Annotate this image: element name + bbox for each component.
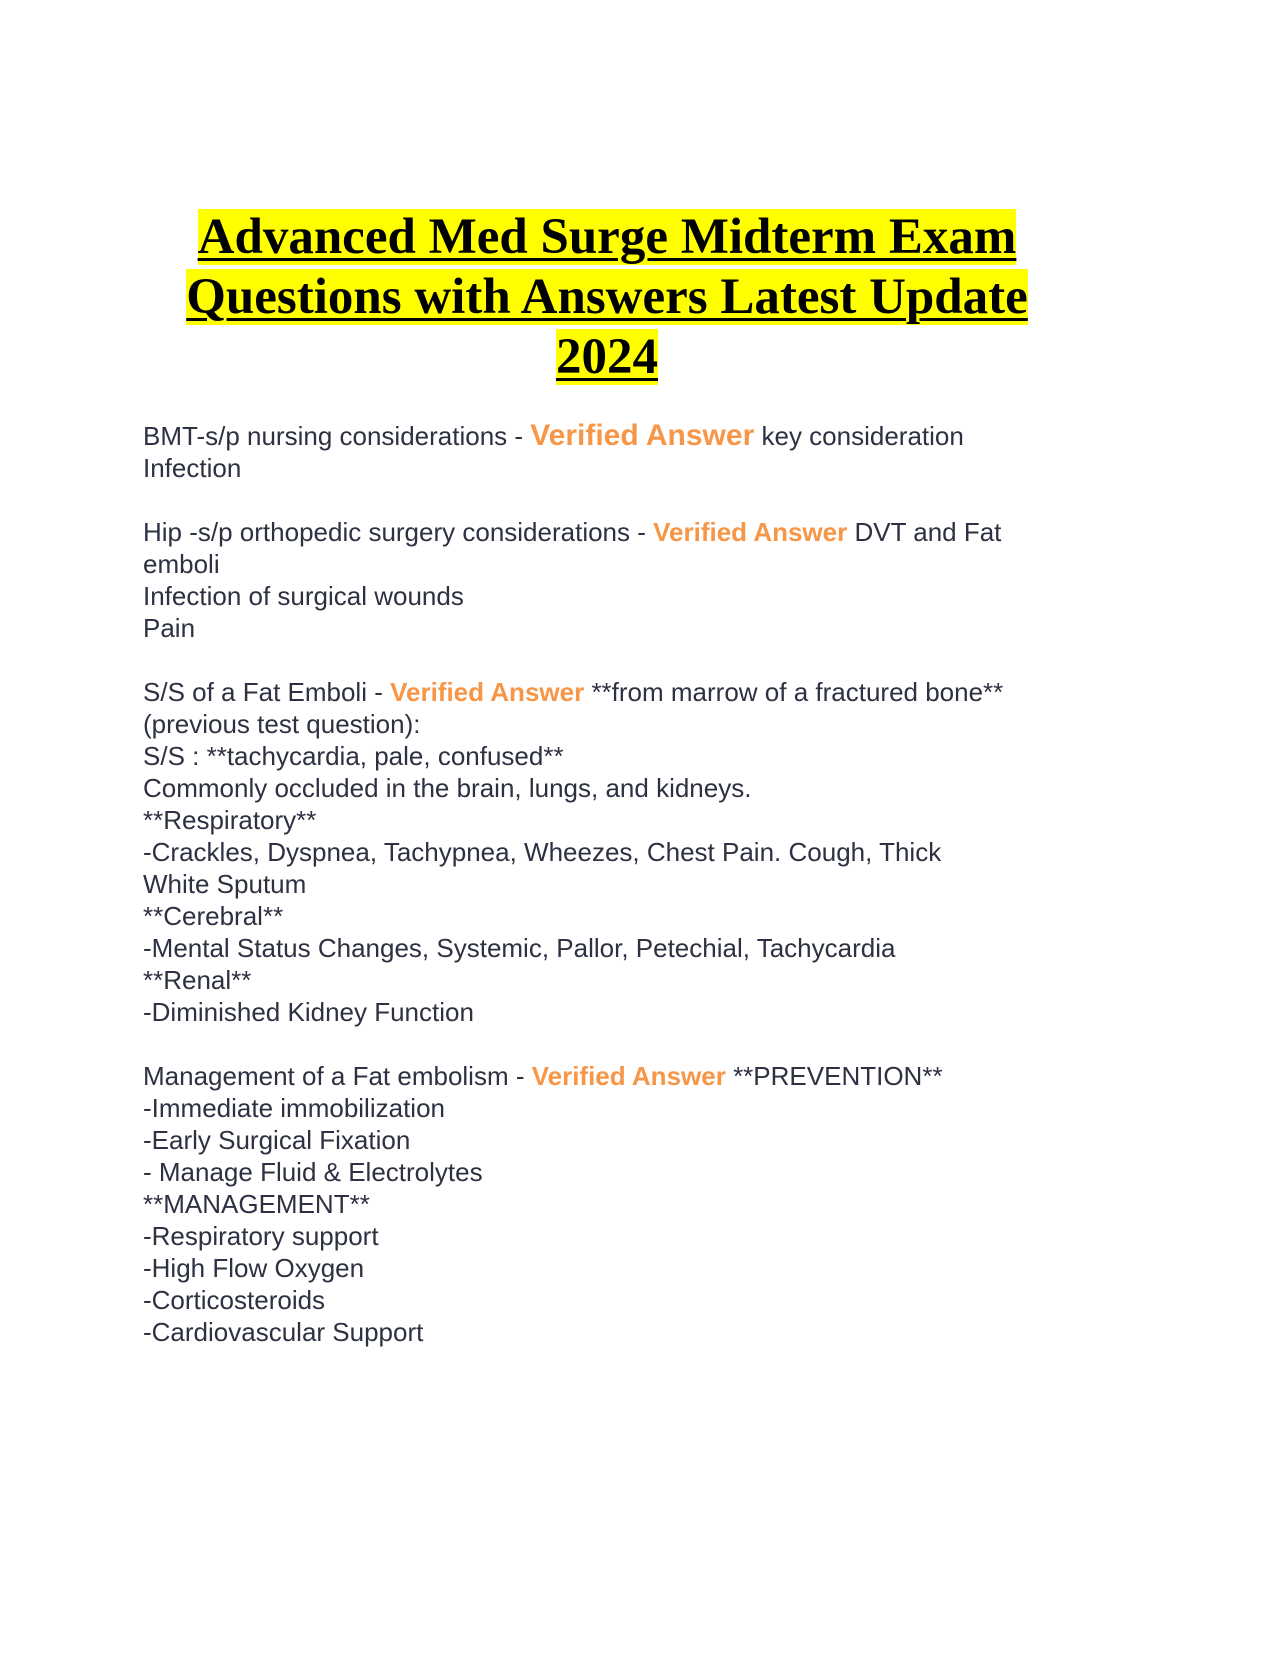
title-line: Advanced Med Surge Midterm Exam — [197, 209, 1017, 265]
answer-text: **from marrow of a fractured bone** — [584, 677, 1004, 707]
answer-line: emboli — [143, 549, 220, 579]
answer-line: Infection of surgical wounds — [143, 581, 464, 611]
answer-line: -Respiratory support — [143, 1221, 379, 1251]
answer-line: (previous test question): — [143, 709, 421, 739]
qa-item — [143, 676, 1083, 1028]
title-line: Questions with Answers Latest Update — [186, 269, 1028, 325]
document-title — [0, 207, 1214, 387]
question-line — [143, 1060, 1083, 1092]
answer-line: **MANAGEMENT** — [143, 1189, 370, 1219]
answer-line: -High Flow Oxygen — [143, 1253, 365, 1283]
title-line: 2024 — [556, 329, 658, 385]
qa-item — [143, 1060, 1083, 1348]
answer-line: -Cardiovascular Support — [143, 1317, 424, 1347]
question-line — [143, 516, 1083, 548]
answer-text: DVT and Fat — [847, 517, 1002, 547]
answer-line: -Diminished Kidney Function — [143, 997, 474, 1027]
document-body — [143, 420, 1083, 1380]
answer-line: -Early Surgical Fixation — [143, 1125, 411, 1155]
answer-line: -Corticosteroids — [143, 1285, 326, 1315]
question-line — [143, 676, 1083, 708]
question-text: BMT-s/p nursing considerations - — [143, 421, 531, 451]
answer-line: - Manage Fluid & Electrolytes — [143, 1157, 483, 1187]
answer-line: Commonly occluded in the brain, lungs, and kidneys. — [143, 773, 752, 803]
answer-line: **Cerebral** — [143, 901, 284, 931]
verified-answer-label: Verified Answer — [390, 677, 585, 707]
verified-answer-label: Verified Answer — [530, 419, 755, 452]
question-line — [143, 420, 1083, 452]
question-text: Hip -s/p orthopedic surgery considerations - — [143, 517, 654, 547]
qa-item — [143, 516, 1083, 644]
verified-answer-label: Verified Answer — [653, 517, 848, 547]
answer-line: **Respiratory** — [143, 805, 317, 835]
answer-line: Pain — [143, 613, 196, 643]
question-text: Management of a Fat embolism - — [143, 1061, 532, 1091]
qa-item — [143, 420, 1083, 484]
answer-text: key consideration — [754, 421, 964, 451]
answer-line: S/S : **tachycardia, pale, confused** — [143, 741, 564, 771]
answer-line: **Renal** — [143, 965, 252, 995]
answer-line: -Immediate immobilization — [143, 1093, 445, 1123]
answer-line: Infection — [143, 453, 242, 483]
answer-line: White Sputum — [143, 869, 307, 899]
answer-line: -Mental Status Changes, Systemic, Pallor, Petechial, Tachycardia — [143, 933, 896, 963]
question-text: S/S of a Fat Emboli - — [143, 677, 391, 707]
answer-text: **PREVENTION** — [725, 1061, 943, 1091]
answer-line: -Crackles, Dyspnea, Tachypnea, Wheezes, Chest Pain. Cough, Thick — [143, 837, 942, 867]
verified-answer-label: Verified Answer — [531, 1061, 726, 1091]
